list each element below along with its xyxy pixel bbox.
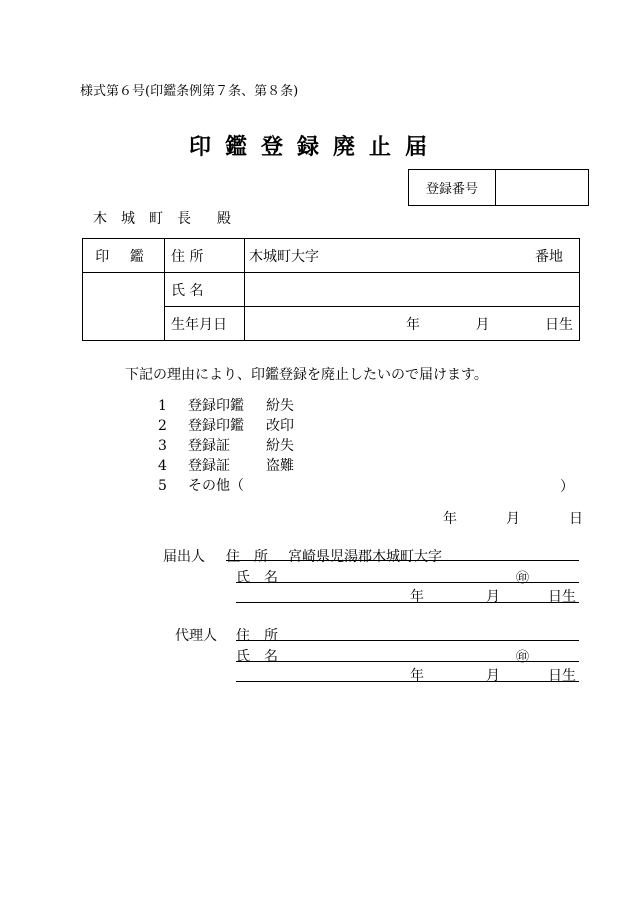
reason-close-paren: ） (560, 479, 574, 495)
notifier-birth-month: 月 (486, 589, 500, 605)
reason-item[interactable]: 4 登録証 盗難 (158, 458, 294, 474)
birth-month-label: 月 (475, 316, 490, 333)
lead-text: 下記の理由により、印鑑登録を廃止したいので届けます。 (125, 367, 488, 383)
name-label: 氏 名 (165, 273, 245, 307)
notifier-name-label: 氏 名 (236, 570, 278, 586)
agent-address-label: 住 所 (236, 628, 278, 644)
notifier-address-value: 宮崎県児湯郡木城町大字 (288, 549, 442, 565)
birthdate-label: 生年月日 (165, 307, 245, 341)
addressee-char: 町 (149, 211, 166, 227)
addressee-char: 木 (93, 211, 110, 227)
agent-label: 代理人 (175, 628, 217, 644)
date-month-label: 月 (506, 511, 520, 527)
agent-name-line[interactable] (236, 661, 579, 662)
address-value: 木城町大字 (249, 248, 319, 265)
reason-item[interactable]: 5 その他（ (158, 478, 244, 494)
address-suffix: 番地 (535, 248, 563, 265)
reason-list (158, 396, 294, 496)
date-day-label: 日 (569, 511, 583, 527)
inkan-seal-area (83, 273, 165, 341)
birth-day-label: 日生 (545, 316, 573, 333)
addressee-char: 城 (121, 211, 138, 227)
addressee-char: 殿 (217, 211, 234, 227)
addressee (93, 208, 245, 228)
notifier-birth-year: 年 (410, 589, 424, 605)
name-field[interactable] (245, 273, 580, 307)
agent-seal-icon: ㊞ (516, 650, 530, 665)
notifier-birth-day: 日生 (548, 589, 576, 605)
notifier-address-line[interactable] (226, 560, 579, 561)
reason-item[interactable]: 3 登録証 紛失 (158, 438, 294, 454)
address-field[interactable] (245, 239, 580, 273)
registrant-info-table (82, 238, 580, 341)
submission-date[interactable] (443, 508, 583, 528)
registration-number-label: 登録番号 (409, 170, 496, 205)
notifier-seal-icon: ㊞ (516, 571, 530, 586)
page-title: 印鑑登録廃止届 (188, 134, 441, 160)
agent-birth-month: 月 (486, 668, 500, 684)
reason-item[interactable]: 2 登録印鑑 改印 (158, 418, 294, 434)
registration-number-box (408, 169, 589, 206)
birth-year-label: 年 (406, 316, 420, 333)
birthdate-field[interactable] (245, 307, 580, 341)
notifier-address-label: 住 所 (226, 549, 268, 565)
addressee-char: 長 (177, 211, 194, 227)
agent-birth-day: 日生 (548, 668, 576, 684)
agent-birth-year: 年 (410, 668, 424, 684)
agent-name-label: 氏 名 (236, 649, 278, 665)
notifier-birth-line[interactable] (236, 602, 579, 603)
registration-number-field[interactable] (496, 170, 588, 205)
agent-address-line[interactable] (236, 640, 579, 641)
date-year-label: 年 (443, 511, 457, 527)
notifier-label: 届出人 (163, 549, 205, 565)
form-number: 様式第６号(印鑑条例第７条、第８条) (80, 84, 299, 99)
inkan-label: 印 鑑 (83, 239, 165, 273)
notifier-name-line[interactable] (236, 582, 579, 583)
agent-birth-line[interactable] (236, 681, 579, 682)
reason-item[interactable]: 1 登録印鑑 紛失 (158, 398, 294, 414)
address-label: 住 所 (165, 239, 245, 273)
